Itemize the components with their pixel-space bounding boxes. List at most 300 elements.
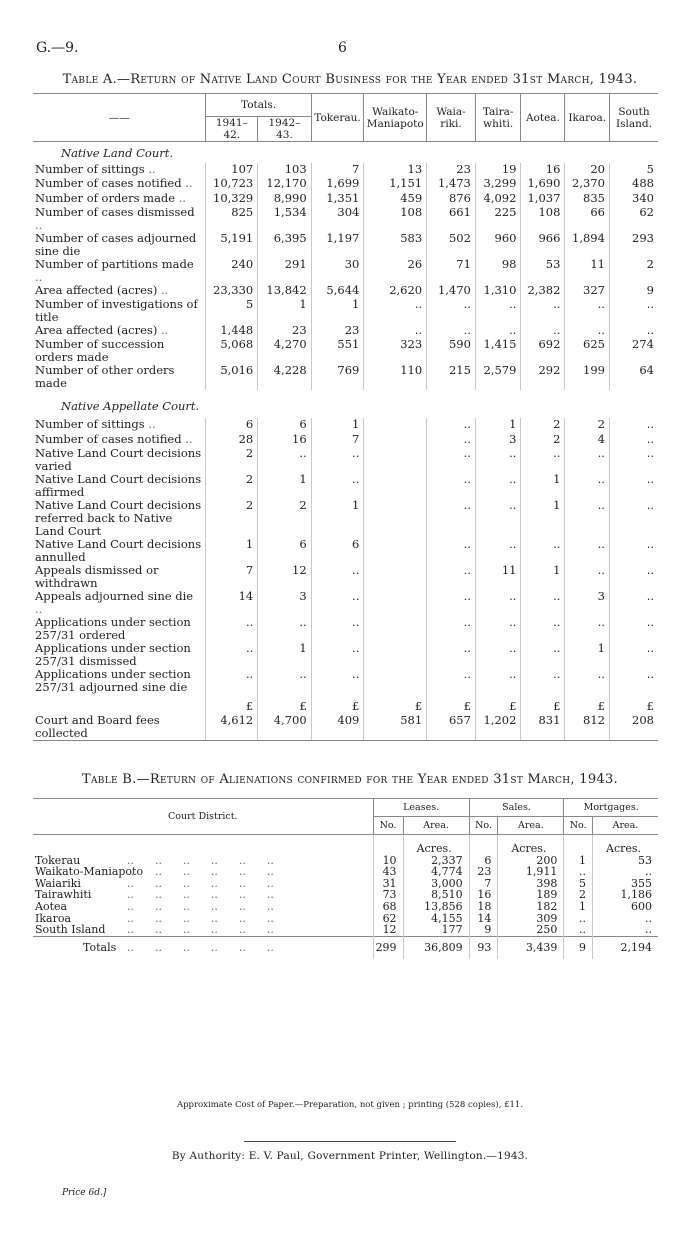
- cell: [364, 668, 427, 694]
- row-label-text: Native Land Court decisions annulled: [35, 537, 202, 565]
- cell: ..: [521, 324, 565, 338]
- row-label-text: Number of other orders made: [35, 363, 175, 391]
- cell: 1: [258, 642, 311, 668]
- row-label: [33, 590, 206, 616]
- cell: 876: [427, 192, 476, 206]
- cell: [364, 616, 427, 642]
- cell: 323: [364, 338, 427, 364]
- fees-cell: 831: [521, 714, 565, 741]
- cell: 12: [258, 564, 311, 590]
- cell: 3: [565, 590, 610, 616]
- cell: ..: [427, 298, 476, 324]
- land-court-row: [33, 192, 658, 206]
- cell: ..: [609, 642, 658, 668]
- row-label: [33, 298, 206, 324]
- row-label: [33, 364, 206, 390]
- cell: 4: [565, 433, 610, 447]
- appellate-row: [33, 473, 658, 499]
- cell: ..: [565, 298, 610, 324]
- row-label-text: Native Land Court decisions referred back to Native Land Court: [35, 498, 202, 539]
- leader-dots: ..: [185, 431, 193, 446]
- cell: 19: [475, 163, 521, 177]
- currency-symbol: £: [364, 694, 427, 714]
- cell: 1,911: [498, 866, 564, 878]
- cell: ..: [427, 564, 476, 590]
- appellate-row: [33, 564, 658, 590]
- cell: ..: [427, 668, 476, 694]
- district-name: South Island: [35, 923, 106, 937]
- cell: 215: [427, 364, 476, 390]
- cell: 53: [593, 855, 658, 867]
- cell: 182: [498, 901, 564, 913]
- leader-dots: .. .. .. .. .. ..: [127, 899, 274, 913]
- leader-dots: ..: [35, 602, 43, 617]
- row-label: [33, 324, 206, 338]
- cell: ..: [593, 913, 658, 925]
- units-cell: [564, 835, 593, 855]
- cell: 304: [311, 206, 364, 232]
- cell: ..: [475, 590, 521, 616]
- cell: ..: [311, 642, 364, 668]
- appellate-row: [33, 418, 658, 432]
- cell: ..: [475, 447, 521, 473]
- col-south-island: South Island.: [609, 94, 658, 142]
- cell: 10: [373, 855, 403, 867]
- cell: 1,351: [311, 192, 364, 206]
- footer-rule: [244, 1141, 456, 1142]
- currency-symbol: £: [427, 694, 476, 714]
- cell: 73: [373, 889, 403, 901]
- cell: 6: [206, 418, 258, 432]
- cell: 327: [565, 284, 610, 298]
- cell: 3: [475, 433, 521, 447]
- cell: ..: [427, 499, 476, 538]
- currency-symbol: £: [565, 694, 610, 714]
- cell: 18: [469, 901, 498, 913]
- cell: ..: [609, 616, 658, 642]
- cell: ..: [565, 564, 610, 590]
- totals-header: Totals.: [206, 94, 311, 117]
- cell: 600: [593, 901, 658, 913]
- appellate-row: [33, 447, 658, 473]
- cell: 274: [609, 338, 658, 364]
- cell: 10,329: [206, 192, 258, 206]
- row-label-text: Number of partitions made: [35, 256, 194, 271]
- leader-dots: ..: [178, 190, 187, 205]
- row-label: [33, 642, 206, 668]
- cell: 108: [364, 206, 427, 232]
- cell: ..: [521, 590, 565, 616]
- row-label: [33, 473, 206, 499]
- land-court-row: [33, 298, 658, 324]
- row-label-text: Number of cases notified: [35, 431, 182, 446]
- total-cell: 9: [564, 936, 593, 959]
- cell: 12: [373, 924, 403, 936]
- fees-cell: 4,700: [258, 714, 311, 741]
- court-district-header: Court District.: [33, 799, 373, 835]
- cell: ..: [427, 538, 476, 564]
- row-label: [33, 232, 206, 258]
- totals-text: Totals: [83, 940, 117, 954]
- cell: 103: [258, 163, 311, 177]
- cell: 2: [206, 499, 258, 538]
- cell: ..: [565, 324, 610, 338]
- cell: 30: [311, 258, 364, 284]
- cell: ..: [475, 538, 521, 564]
- cell: [364, 499, 427, 538]
- leader-dots: .. .. .. .. .. ..: [127, 853, 274, 867]
- cell: 488: [609, 177, 658, 191]
- cell: ..: [609, 668, 658, 694]
- cell: 1: [311, 499, 364, 538]
- cell: ..: [475, 298, 521, 324]
- cell: 26: [364, 258, 427, 284]
- fees-row: [33, 714, 658, 741]
- cell: ..: [475, 668, 521, 694]
- row-label-text: Number of cases notified: [35, 176, 182, 191]
- cell: ..: [427, 590, 476, 616]
- cell: 2: [565, 418, 610, 432]
- cell: 960: [475, 232, 521, 258]
- totals-label: [33, 936, 373, 959]
- cell: 5: [564, 878, 593, 890]
- total-cell: 36,809: [403, 936, 469, 959]
- row-label: [33, 616, 206, 642]
- cell: ..: [258, 447, 311, 473]
- cell: 23: [427, 163, 476, 177]
- cell: 1,037: [521, 192, 565, 206]
- cell: ..: [564, 866, 593, 878]
- cell: [364, 538, 427, 564]
- cell: ..: [475, 616, 521, 642]
- leader-dots: ..: [160, 282, 169, 297]
- leader-dots: .. .. .. .. .. ..: [127, 876, 274, 890]
- cell: 1: [521, 473, 565, 499]
- cell: 398: [498, 878, 564, 890]
- leader-dots: ..: [35, 217, 43, 232]
- cell: 108: [521, 206, 565, 232]
- leader-dots: .. .. .. .. .. ..: [127, 940, 274, 954]
- authority-line: By Authority: E. V. Paul, Government Printer, Wellington.—1943.: [171, 1150, 529, 1162]
- cell: 11: [565, 258, 610, 284]
- cell: ..: [609, 590, 658, 616]
- cell: 1: [521, 564, 565, 590]
- appellate-row: [33, 642, 658, 668]
- cell: ..: [311, 590, 364, 616]
- page-number: 6: [338, 40, 347, 56]
- appellate-row: [33, 668, 658, 694]
- units-blank: [33, 835, 373, 855]
- district-name: Aotea: [35, 899, 68, 913]
- cell: 6,395: [258, 232, 311, 258]
- cell: ..: [427, 324, 476, 338]
- col-waikato: Waikato-Maniapoto: [364, 94, 427, 142]
- cell: ..: [475, 642, 521, 668]
- row-label-text: Number of cases dismissed: [35, 204, 195, 219]
- cell: 551: [311, 338, 364, 364]
- row-label-text: Appeals dismissed or withdrawn: [35, 563, 159, 591]
- cell: 625: [565, 338, 610, 364]
- cell: 3,000: [403, 878, 469, 890]
- cell: ..: [311, 616, 364, 642]
- cell: 23: [469, 866, 498, 878]
- cell: 9: [609, 284, 658, 298]
- cell: 1: [475, 418, 521, 432]
- cell: 3,299: [475, 177, 521, 191]
- leader-dots: ..: [35, 269, 43, 284]
- appellate-row: [33, 616, 658, 642]
- section-appellate-row: [33, 390, 658, 418]
- col-ikaroa: Ikaroa.: [565, 94, 610, 142]
- appellate-row: [33, 433, 658, 447]
- totals-row: [33, 936, 658, 959]
- cell: 23,330: [206, 284, 258, 298]
- cell: 1,534: [258, 206, 311, 232]
- cell: 2,370: [565, 177, 610, 191]
- cell: 1,894: [565, 232, 610, 258]
- cell: ..: [593, 866, 658, 878]
- table-a: [33, 94, 658, 741]
- cell: ..: [521, 298, 565, 324]
- cell: 16: [258, 433, 311, 447]
- currency-symbol: £: [475, 694, 521, 714]
- row-label-text: Appeals adjourned sine die: [35, 589, 194, 604]
- cell: [364, 564, 427, 590]
- cell: 2: [206, 447, 258, 473]
- cell: 43: [373, 866, 403, 878]
- cell: 293: [609, 232, 658, 258]
- cell: 1: [565, 642, 610, 668]
- cell: 14: [206, 590, 258, 616]
- document-number: G.—9.: [36, 40, 79, 56]
- cell: ..: [609, 473, 658, 499]
- cell: 4,092: [475, 192, 521, 206]
- row-label-text: Native Land Court decisions varied: [35, 446, 202, 474]
- cell: 1: [258, 298, 311, 324]
- cell: ..: [609, 564, 658, 590]
- cell: 66: [565, 206, 610, 232]
- leases-area-header: Area.: [403, 817, 469, 835]
- cell: 1,470: [427, 284, 476, 298]
- cell: 62: [373, 913, 403, 925]
- cell: 5,191: [206, 232, 258, 258]
- cell: 5: [206, 298, 258, 324]
- land-court-row: [33, 338, 658, 364]
- cell: ..: [565, 447, 610, 473]
- cell: 13: [364, 163, 427, 177]
- appellate-row: [33, 590, 658, 616]
- mortgages-area-header: Area.: [593, 817, 658, 835]
- fees-cell: 1,202: [475, 714, 521, 741]
- row-label-text: Number of sittings: [35, 162, 145, 176]
- total-cell: 3,439: [498, 936, 564, 959]
- cell: 177: [403, 924, 469, 936]
- cell: ..: [565, 616, 610, 642]
- cell: 13,842: [258, 284, 311, 298]
- cell: 2,337: [403, 855, 469, 867]
- cell: 225: [475, 206, 521, 232]
- cell: 12,170: [258, 177, 311, 191]
- total-cell: 2,194: [593, 936, 658, 959]
- row-label: [33, 433, 206, 447]
- cell: ..: [593, 924, 658, 936]
- row-label: [33, 447, 206, 473]
- fees-cell: 409: [311, 714, 364, 741]
- cell: ..: [521, 668, 565, 694]
- cell: 1: [311, 418, 364, 432]
- leader-dots: ..: [148, 417, 156, 432]
- cell: 1: [206, 538, 258, 564]
- row-label: [33, 163, 206, 177]
- leader-dots: ..: [160, 323, 169, 338]
- cell: ..: [427, 418, 476, 432]
- cell: 2: [564, 889, 593, 901]
- cell: 64: [609, 364, 658, 390]
- fees-cell: 208: [609, 714, 658, 741]
- cell: 1,197: [311, 232, 364, 258]
- table-b: [33, 799, 658, 959]
- total-cell: 93: [469, 936, 498, 959]
- cell: ..: [427, 447, 476, 473]
- cell: 2,382: [521, 284, 565, 298]
- cell: 5,016: [206, 364, 258, 390]
- cell: 6: [258, 538, 311, 564]
- cell: ..: [521, 447, 565, 473]
- leases-header: Leases.: [373, 799, 469, 817]
- row-label: [33, 206, 206, 232]
- cell: ..: [427, 433, 476, 447]
- currency-symbol: £: [206, 694, 258, 714]
- cell: 1,310: [475, 284, 521, 298]
- cell: 189: [498, 889, 564, 901]
- row-label-text: Number of cases adjourned sine die: [35, 230, 197, 258]
- sales-no-header: No.: [469, 817, 498, 835]
- cell: [364, 590, 427, 616]
- row-label-text: Applications under section 257/31 adjourned sine die: [35, 667, 191, 695]
- cell: 1,699: [311, 177, 364, 191]
- district-name: Tairawhiti: [35, 888, 92, 902]
- currency-symbol: £: [521, 694, 565, 714]
- row-label: [33, 284, 206, 298]
- section-native-appellate-court: Native Appellate Court.: [61, 399, 200, 414]
- cell: 2,579: [475, 364, 521, 390]
- cell: 31: [373, 878, 403, 890]
- row-label-text: Area affected (acres): [35, 282, 158, 297]
- cell: ..: [564, 924, 593, 936]
- cell: 23: [258, 324, 311, 338]
- cell: 2: [206, 473, 258, 499]
- cell: ..: [609, 298, 658, 324]
- cell: 966: [521, 232, 565, 258]
- row-label: [33, 177, 206, 191]
- cell: 769: [311, 364, 364, 390]
- header-dash: ——: [108, 111, 130, 124]
- col-1942: 1942–43.: [258, 117, 311, 142]
- cell: 7: [206, 564, 258, 590]
- land-court-row: [33, 284, 658, 298]
- col-aotea: Aotea.: [521, 94, 565, 142]
- cell: 309: [498, 913, 564, 925]
- cell: 1,151: [364, 177, 427, 191]
- cell: 23: [311, 324, 364, 338]
- cell: 62: [609, 206, 658, 232]
- cell: 1,186: [593, 889, 658, 901]
- cell: ..: [258, 616, 311, 642]
- units-cell: Acres.: [403, 835, 469, 855]
- cell: 7: [469, 878, 498, 890]
- units-row: [33, 835, 658, 855]
- land-court-row: [33, 232, 658, 258]
- cell: 107: [206, 163, 258, 177]
- cell: 590: [427, 338, 476, 364]
- table-b-title: Table B.—Return of Alienations confirmed for the Year ended 31st March, 1943.: [82, 772, 618, 787]
- sales-area-header: Area.: [498, 817, 564, 835]
- cell: 1: [564, 901, 593, 913]
- cell: ..: [427, 473, 476, 499]
- cell: 459: [364, 192, 427, 206]
- row-label: [33, 418, 206, 432]
- cell: 4,774: [403, 866, 469, 878]
- cell: ..: [258, 668, 311, 694]
- fees-cell: 812: [565, 714, 610, 741]
- cell: ..: [609, 499, 658, 538]
- cell: 10,723: [206, 177, 258, 191]
- cell: 68: [373, 901, 403, 913]
- row-label-text: Applications under section 257/31 ordered: [35, 615, 191, 643]
- price-note: Price 6d.]: [62, 1188, 107, 1198]
- leader-dots: .. .. .. .. .. ..: [127, 923, 274, 937]
- cost-note: Approximate Cost of Paper.—Preparation, not given ; printing (528 copies), £11.: [176, 1100, 524, 1110]
- cell: ..: [475, 499, 521, 538]
- leader-dots: ..: [148, 162, 156, 176]
- row-label-text: Number of sittings: [35, 417, 145, 432]
- district-name: Waikato-Maniapoto: [35, 865, 144, 879]
- units-cell: Acres.: [498, 835, 564, 855]
- land-court-row: [33, 177, 658, 191]
- cell: ..: [609, 433, 658, 447]
- cell: 6: [311, 538, 364, 564]
- cell: ..: [311, 668, 364, 694]
- col-tairawhiti: Taira-whiti.: [475, 94, 521, 142]
- row-label: [33, 668, 206, 694]
- row-label-text: Area affected (acres): [35, 323, 158, 338]
- cell: 1,690: [521, 177, 565, 191]
- cell: 7: [311, 433, 364, 447]
- col-tokerau: Tokerau.: [311, 94, 364, 142]
- cell: 16: [469, 889, 498, 901]
- currency-symbol: £: [311, 694, 364, 714]
- cell: 340: [609, 192, 658, 206]
- cell: ..: [427, 642, 476, 668]
- cell: 2: [521, 433, 565, 447]
- leader-dots: ..: [185, 176, 193, 191]
- land-court-row: [33, 364, 658, 390]
- row-label: [33, 192, 206, 206]
- units-cell: [469, 835, 498, 855]
- row-label-text: Native Land Court decisions affirmed: [35, 472, 202, 500]
- cell: 2: [521, 418, 565, 432]
- cell: 4,228: [258, 364, 311, 390]
- cell: 14: [469, 913, 498, 925]
- cell: 20: [565, 163, 610, 177]
- cell: 1: [258, 473, 311, 499]
- cell: 692: [521, 338, 565, 364]
- leader-dots: .. .. .. .. .. ..: [127, 888, 274, 902]
- cell: 1: [311, 298, 364, 324]
- cell: 110: [364, 364, 427, 390]
- cell: 98: [475, 258, 521, 284]
- sales-header: Sales.: [469, 799, 564, 817]
